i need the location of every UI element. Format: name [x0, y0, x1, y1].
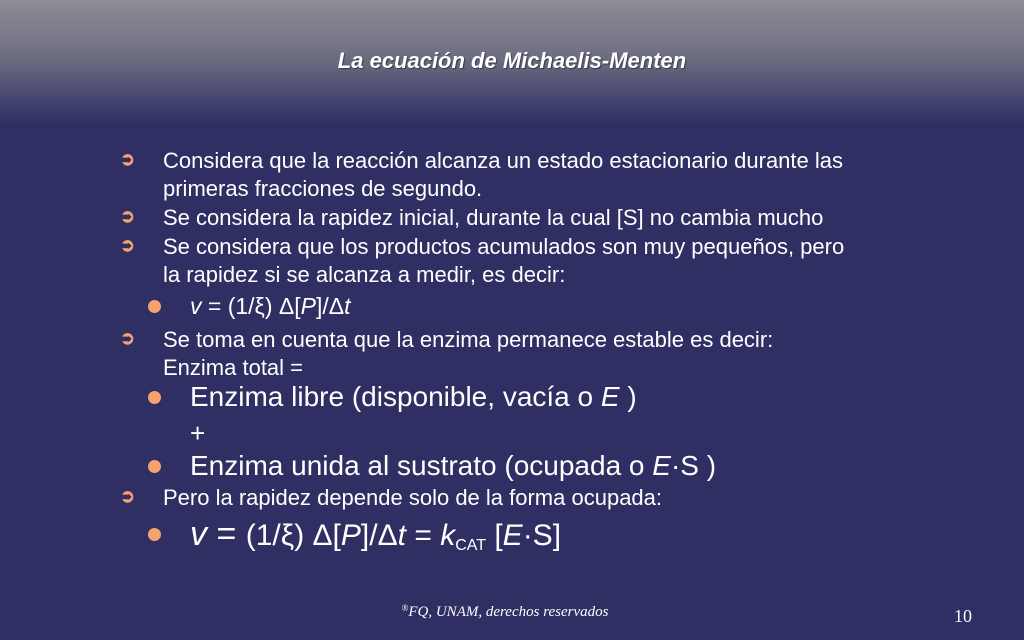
arrow-bullet-icon: ➲ — [120, 149, 136, 169]
enzyme-bound-end: ·S ) — [670, 450, 717, 481]
point-occupied-form — [120, 484, 663, 512]
enzyme-bound — [190, 449, 716, 483]
enzyme-bound-text: Enzima unida al sustrato (ocupada o — [190, 450, 653, 481]
var-e: E — [502, 519, 523, 552]
equation-rate — [190, 292, 351, 320]
equation-kcat — [190, 516, 561, 564]
point-text: Enzima total = — [163, 355, 304, 380]
dot-bullet-icon — [148, 528, 161, 541]
enzyme-free — [190, 380, 637, 414]
var-v: v — [190, 293, 202, 319]
eq-part: = — [207, 515, 246, 553]
var-p: P — [340, 519, 361, 552]
point-text: Pero la rapidez depende solo de la forma ocupada: — [163, 485, 663, 510]
registered-mark: ® — [401, 603, 409, 613]
enzyme-free-text: Enzima libre (disponible, vacía o — [190, 381, 601, 412]
var-e: E — [600, 381, 620, 412]
point-initial-rate — [120, 204, 824, 232]
footer-text: FQ, UNAM, derechos reservados — [408, 604, 609, 620]
var-t: t — [397, 519, 406, 552]
subscript-cat: CAT — [455, 537, 486, 554]
point-text: Se considera la rapidez inicial, durante la cual [S] no cambia mucho — [163, 205, 824, 230]
plus-sign: + — [190, 418, 206, 448]
eq-part: [ — [486, 519, 503, 552]
arrow-bullet-icon: ➲ — [120, 235, 136, 255]
dot-bullet-icon — [148, 391, 161, 404]
var-t: t — [344, 293, 351, 319]
dot-bullet-icon — [148, 460, 161, 473]
var-v: v — [190, 515, 207, 553]
dot-bullet-icon — [148, 300, 161, 313]
arrow-bullet-icon: ➲ — [120, 486, 136, 506]
point-enzyme-total — [120, 326, 774, 382]
var-p: P — [300, 293, 316, 319]
var-k: k — [440, 519, 456, 552]
point-text: la rapidez si se alcanza a medir, es decir: — [163, 262, 566, 287]
point-text: Considera que la reacción alcanza un estado estacionario durante las — [163, 148, 843, 173]
eq-part: ]/Δ — [316, 293, 345, 319]
arrow-bullet-icon: ➲ — [120, 328, 136, 348]
enzyme-free-end: ) — [619, 381, 637, 412]
eq-part: ]/Δ — [360, 519, 398, 552]
point-text: primeras fracciones de segundo. — [163, 176, 483, 201]
eq-part: = — [405, 519, 441, 552]
eq-part: = (1/ξ) Δ[ — [201, 293, 301, 319]
point-text: Se toma en cuenta que la enzima permanece estable es decir: — [163, 327, 774, 352]
slide-title: La ecuación de Michaelis-Menten — [337, 48, 687, 73]
footer-copyright — [0, 603, 1010, 621]
point-text: Se considera que los productos acumulados son muy pequeños, pero — [163, 234, 845, 259]
point-steady-state — [120, 147, 843, 203]
eq-part: ·S] — [522, 519, 562, 552]
arrow-bullet-icon: ➲ — [120, 206, 136, 226]
var-e: E — [652, 450, 671, 481]
page-number: 10 — [954, 606, 972, 626]
point-products — [120, 233, 845, 289]
eq-part: (1/ξ) Δ[ — [245, 519, 341, 552]
